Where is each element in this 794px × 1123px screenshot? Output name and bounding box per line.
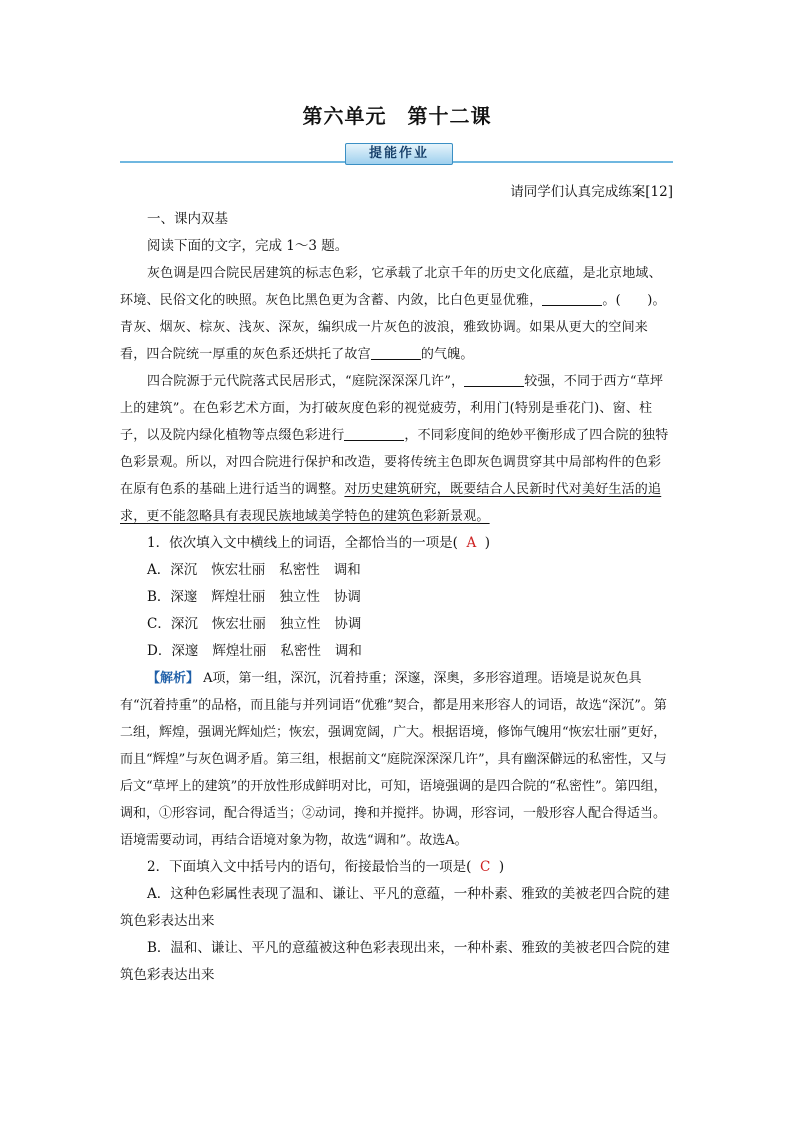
passage-paragraph-1: 灰色调是四合院民居建筑的标志色彩，它承载了北京千年的历史文化底蕴，是北京地域、环境、民俗文化的映照。灰色比黑色更为含蓄、内敛，比白色更显优雅， 。( )。青灰、烟灰、棕灰、浅灰、深灰，编织成一片灰色的波浪，雅致协调。如果从更大的空间来看，四合院统一厚重的灰色系还烘托了故宫 的气魄。 xyxy=(120,266,666,362)
option-a: A．深沉 恢宏壮丽 私密性 调和 xyxy=(147,562,361,578)
passage-paragraph-2: 四合院源于元代院落式民居形式，“庭院深深深几许”， 较强，不同于西方“草坪上的建筑”。在色彩艺术方面，为打破灰度色彩的视觉疲劳，利用门(特别是垂花门)、窗、柱子，以及院内绿化植物等点缀色彩进行 ，不同彩度间的绝妙平衡形成了四合院的独特色彩景观。所以，对四合院进行保护和改造，要将传统主色即灰色调贯穿其中局部构件的色彩在原有色系的基础上进行适当的调整。对历史建筑研究，既要结合人民新时代对美好生活的追求，更不能忽略具有表现民族地域美学特色的建筑色彩新景观。 xyxy=(120,374,669,524)
fill-blank xyxy=(371,345,421,360)
question-1-explanation: 【解析】 A项，第一组，深沉，沉着持重；深邃，深奥，多形容道理。语境是说灰色具有“沉着持重”的品格，而且能与并列词语“优雅”契合，都是用来形容人的词语，故选“深沉”。第二组，辉煌，强调光辉灿烂；恢宏，强调宽阔，广大。根据语境，修饰气魄用“恢宏壮丽”更好，而且“辉煌”与灰色调矛盾。第三组，根据前文“庭院深深深几许”，具有幽深僻远的私密性，又与后文“草坪上的建筑”的开放性形成鲜明对比，可知，语境强调的是四合院的“私密性”。第四组，调和，①形容词，配合得适当；②动词，搀和并搅拌。协调，形容词，一般形容人配合得适当。语境需要动词，再结合语境对象为物，故选“调和”。故选A。 xyxy=(120,671,667,848)
document-body xyxy=(120,206,673,989)
option-d: D．深邃 辉煌壮丽 私密性 调和 xyxy=(147,643,362,659)
section-heading: 一、课内双基 xyxy=(147,211,228,227)
section-badge: 提能作业 xyxy=(345,143,453,165)
exercise-note: 请同学们认真完成练案[12] xyxy=(510,184,673,200)
question-1-answer: A xyxy=(466,535,477,551)
page-title: 第六单元 第十二课 xyxy=(302,104,492,128)
fill-blank xyxy=(344,426,404,441)
question-2-answer: C xyxy=(479,859,491,875)
q2-option-b: B．温和、谦让、平凡的意蕴被这种色彩表现出来，一种朴素、雅致的美被老四合院的建筑色彩表达出来 xyxy=(120,940,670,983)
option-b: B．深邃 辉煌壮丽 独立性 协调 xyxy=(147,589,361,605)
explanation-tag: 【解析】 xyxy=(147,671,200,686)
underlined-sentence: 对历史建筑研究，既要结合人民新时代对美好生活的追求，更不能忽略具有表现民族地域美学特色的建筑色彩新景观。 xyxy=(120,482,662,524)
fill-blank xyxy=(542,291,602,306)
fill-blank xyxy=(464,372,524,387)
question-1-stem: 1．依次填入文中横线上的词语，全都恰当的一项是( A ) xyxy=(147,535,491,551)
option-c: C．深沉 恢宏壮丽 独立性 协调 xyxy=(147,616,362,632)
reading-instruction: 阅读下面的文字，完成 1～3 题。 xyxy=(147,238,349,254)
q2-option-a: A．这种色彩属性表现了温和、谦让、平凡的意蕴，一种朴素、雅致的美被老四合院的建筑色彩表达出来 xyxy=(120,886,670,929)
question-2-stem: 2．下面填入文中括号内的语句，衔接最恰当的一项是( C ) xyxy=(147,859,505,875)
